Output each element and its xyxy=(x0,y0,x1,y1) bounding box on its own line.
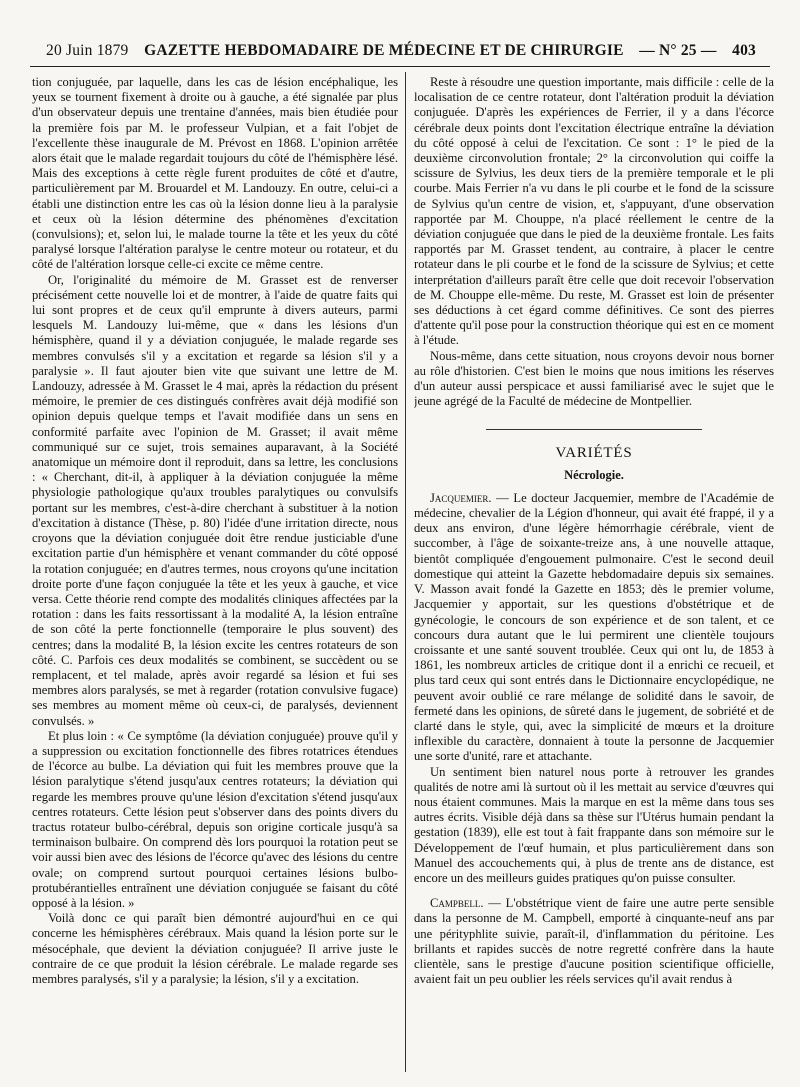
obituary-name: Campbell. xyxy=(430,896,484,911)
left-paragraph-2: Or, l'originalité du mémoire de M. Grasset est de renverser précisément cette nouvelle loi et de montrer, à l'aide de quatre faits qui lui sont propres et de ceux qu'il emprunte à divers auteurs, parmi lesquels M. Landouzy lui-même, que « dans les lésions d'un hémisphère, quand il y a déviation conjuguée, le malade regarde ses membres convulsés s'il y a excitation et regarde sa lésion s'il y a paralysie ». Il faut ajouter bien vite que suivant une lettre de M. Landouzy, adressée à M. Grasset le 4 mai, après la rédaction du présent mémoire, le premier de ces distingués confrères avait déjà modifié son opinion depuis quelque temps et l'avait modifiée dans un sens en conformité parfaite avec l'opinion de M. Grasset; il avait même communiqué sur ce sujet, trois semaines auparavant, à la Société anatomique un mémoire dont il reproduit, dans sa lettre, les conclusions : « Cherchant, dit-il, à appliquer à la déviation conjuguée la même physiologie pathologique qu'aux troubles paralytiques ou convulsifs portant sur les membres, c'est-à-dire cherchant à substituer à la notion d'excitation à distance (Thèse, p. 80) l'idée d'une irritation directe, nous croyons que la déviation conjuguée doit être rendue justiciable d'une excitation partie d'un hémisphère et venant commander du côté opposé la rotation conjuguée; en d'autres termes, nous croyons qu'une incitation droite porte d'une façon conjuguée la tête et les yeux à gauche, et vice versa. Cette théorie rend compte des modalités cliniques affectées par la rotation : dans les faits ressortissant à la modalité A, la lésion entraîne de son côté la perte fonctionnelle (temporaire le plus souvent) des centres; dans la modalité B, la lésion excite les centres rotateurs de son côté. C. Parfois ces deux modalités se combinent, se succèdent ou se remplacent, et tel malade, après avoir regardé sa lésion et fui ses membres alors paralysés, se met à regarder (rotation convulsive fugace) ses membres au moment même où ceux-ci, de paralysés, deviennent convulsés. » xyxy=(32,272,398,728)
journal-title: GAZETTE HEBDOMADAIRE DE MÉDECINE ET DE CHIRURGIE xyxy=(144,42,624,59)
left-paragraph-3: Et plus loin : « Ce symptôme (la déviation conjuguée) prouve qu'il y a suppression ou excitation fonctionnelle des fibres rotatrices étendues de l'écorce au bulbe. La déviation qui fuit les membres prouve que la lésion paralytique s'étend jusqu'aux centres rotateurs; la déviation qui regarde les membres prouve qu'une lésion d'excitation s'étend jusqu'aux centres rotateurs. Cette lésion peut s'observer dans des points divers du tractus rotateur bulbo-cérébral, depuis son origine corticale jusqu'à sa terminaison bulbaire. On comprend dès lors pourquoi la rotation peut se voir aussi bien avec des lésions de l'écorce qu'avec des lésions du centre ovale; on comprend surtout pourquoi certaines lésions bulbo-protubérantielles entraînent une déviation conjuguée se faisant du côté opposé à la lésion. » xyxy=(32,728,398,910)
obituary-text: — Le docteur Jacquemier, membre de l'Académie de médecine, chevalier de la Légion d'honneur, qui avait été frappé, il y a deux ans environ, d'une légère hémorrhagie cérébrale, vient de succomber, à l'âge de soixante-treize ans, à une nouvelle attaque, bientôt compliquée d'engouement pulmonaire. C'est le second deuil domestique qui atteint la Gazette hebdomadaire depuis six semaines. V. Masson avait fondé la Gazette en 1853; dès le premier volume, Jacquemier y apportait, sur les questions d'obstétrique et de gynécologie, le concours de son expérience et de son talent, et ce concours dura autant que le lui permirent une clientèle toujours croissante et une santé souvent troublée. Ceux qui ont lu, de 1853 à 1861, les nombreux articles de critique dont il a enrichi ce recueil, et plus tard ceux qui sont entrés dans le Dictionnaire encyclopédique, ne peuvent avoir oublié ce rare mélange de solidité dans le savoir, de fermeté dans les opinions, de sûreté dans le jugement, de sobriété et de clarté dans le style, qui, avec la simplicité de mœurs et la droiture inflexible du caractère, donnaient à toute la personne de Jacquemier une sorte d'unité, rare et attachante. xyxy=(414,490,774,764)
obituary-paragraph: Un sentiment bien naturel nous porte à retrouver les grandes qualités de notre ami là surtout où il les mettait au service d'œuvres qui nous étaient communes. Mais la marque en est la même dans tous ses autres écrits. Visible déjà dans sa thèse sur l'Utérus humain pendant la gestation (1839), elle est tout à fait frappante dans son mémoire sur le Développement de l'œuf humain, et plus particulièrement dans son Manuel des accouchements qui, à plus de trente ans de distance, est encore un des meilleurs guides pratiques qu'on puisse consulter. xyxy=(414,764,774,885)
obituary-jacquemier xyxy=(414,491,774,765)
section-separator xyxy=(486,429,702,430)
left-paragraph-1: tion conjuguée, par laquelle, dans les cas de lésion encéphalique, les yeux se tournent fixement à droite ou à gauche, a été signalée par plus d'un observateur depuis une trentaine d'années, mais bien étudiée pour la première fois par M. le professeur Vulpian, et a fait l'objet de l'excellente thèse inaugurale de M. Prévost en 1868. L'opinion arrêtée alors était que le malade regardait toujours du côté de l'hémisphère lésé. Mais des exceptions à cette règle furent produites de côté et d'autre, particulièrement par M. Brouardel et M. Landouzy. En outre, celui-ci a établi une distinction entre les cas où la lésion donne lieu à la paralysie et ceux où la lésion détermine des phénomènes d'excitation (convulsions); et, selon lui, le malade tourne la tête et les yeux du côté paralysé lorsque l'altération paralyse le centre moteur ou rotateur, et du côté de l'altération lorsque celle-ci excite ce même centre. xyxy=(32,75,398,272)
column-divider xyxy=(405,72,406,1072)
page-header xyxy=(46,42,756,64)
right-column xyxy=(414,75,774,1085)
obituary-text: — L'obstétrique vient de faire une autre perte sensible dans la personne de M. Campbell, emporté à cinquante-neuf ans par une pérityphlite suivie, paraît-il, d'inflammation du péritoine. Les brillants et rapides succès de notre regretté confrère dans la haute clientèle, sans le prestige d'aucune position scientifique officielle, avaient fait un peu oublier les réels services qu'il avait rendus à xyxy=(414,896,774,987)
right-paragraph-1: Reste à résoudre une question importante, mais difficile : celle de la localisation de ce centre rotateur, dont l'altération produit la déviation conjuguée. D'après les expériences de Ferrier, il y a dans l'écorce cérébrale deux points dont l'excitation électrique entraîne la déviation du côté opposé à celui de l'excitation. Ce sont : 1° le pied de la deuxième circonvolution frontale; 2° la circonvolution qui coiffe la scissure de Sylvius, les deux tiers de la première temporale et le pli courbe. Mais Ferrier n'a vu dans le pli courbe et le fond de la scissure de Sylvius qu'un centre de vision, et, s'appuyant, d'une observation rapportée par M. Chouppe, n'a placé réellement le centre de la déviation conjuguée que dans le pied de la deuxième frontale. Les faits rapportés par M. Grasset tendent, au contraire, à placer le centre rotateur dans le pli courbe et le fond de la scissure de Sylvius; et cette interprétation d'ailleurs paraît être celle que doit recevoir l'observation de M. Chouppe elle-même. Du reste, M. Grasset est loin de présenter ses déductions à cet égard comme définitives. Ce sont des pierres d'attente qu'il pose pour la construction théorique qui est en ce moment à l'étude. xyxy=(414,75,774,348)
left-paragraph-4: Voilà donc ce qui paraît bien démontré aujourd'hui en ce qui concerne les hémisphères cérébraux. Mais quand la lésion porte sur le mésocéphale, que devient la déviation conjuguée? Il arrive juste le contraire de ce que produit la lésion cérébrale. Le malade regarde ses membres paralysés, s'il y a paralysie; la lésion, s'il y a excitation. xyxy=(32,911,398,986)
subsection-title: Nécrologie. xyxy=(564,467,624,482)
issue-number: — N° 25 — xyxy=(639,42,717,59)
obituary-name: Jacquemier. xyxy=(430,490,492,505)
page-number: 403 xyxy=(732,42,756,59)
header-date: 20 Juin 1879 xyxy=(46,42,129,59)
right-paragraph-2: Nous-même, dans cette situation, nous croyons devoir nous borner au rôle d'historien. C'est bien le moins que nous imitions les réserves d'un auteur aussi perspicace et aussi familiarisé avec le sujet que le jeune agrégé de la Faculté de médecine de Montpellier. xyxy=(414,348,774,409)
header-rule xyxy=(30,66,770,67)
left-column xyxy=(32,75,398,1085)
obituary-campbell xyxy=(414,896,774,987)
section-title: VARIÉTÉS xyxy=(555,445,633,462)
